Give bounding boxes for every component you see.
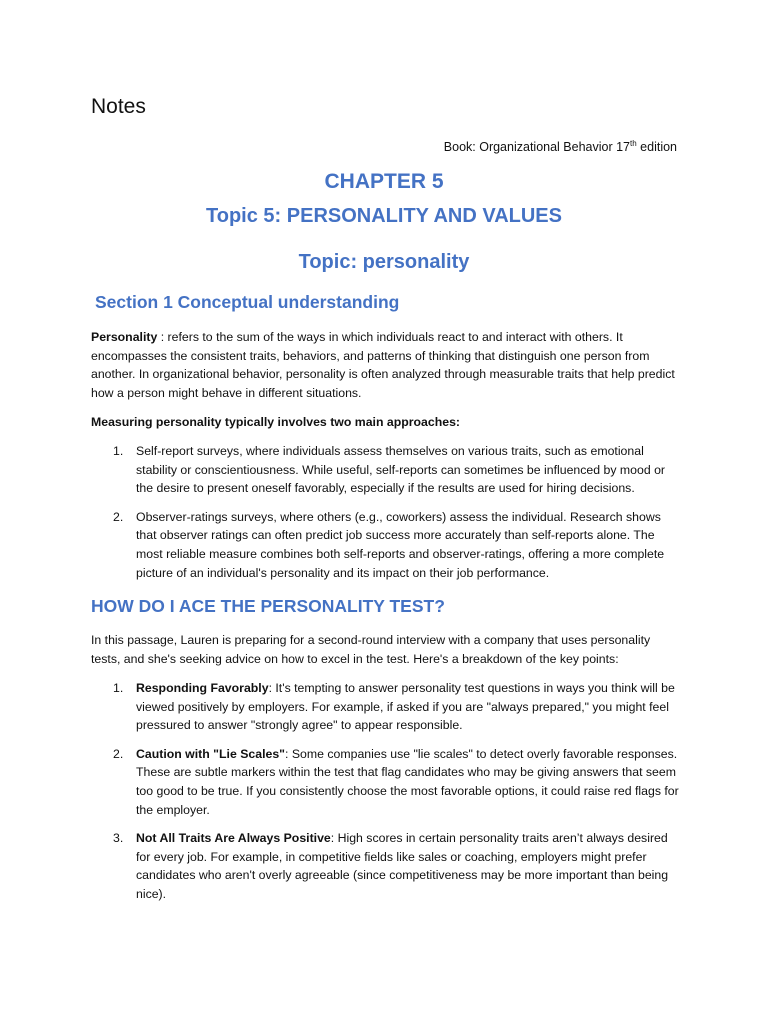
list-item bbox=[91, 442, 683, 498]
subtopic-heading: Topic: personality bbox=[298, 251, 470, 273]
list-item bbox=[91, 679, 683, 735]
book-reference-suffix: edition bbox=[636, 140, 677, 155]
book-reference bbox=[444, 139, 677, 154]
personality-term: Personality bbox=[91, 330, 158, 344]
list-item-text: Observer-ratings surveys, where others (e.g., coworkers) assess the individual. Research shows that observer ratings can often predict job success more accurately than self-reports alone. The most reliable measure combines both self-reports and observer-ratings, offering a more complete picture of an individual's personality and its impact on their job performance. bbox=[136, 509, 665, 580]
list-item bbox=[91, 829, 683, 903]
book-reference-prefix: Book: Organizational Behavior 17 bbox=[443, 140, 631, 155]
section-heading: Section 1 Conceptual understanding bbox=[95, 292, 400, 312]
list-item-term: Caution with "Lie Scales" bbox=[136, 746, 286, 761]
list-item-term: Not All Traits Are Always Positive bbox=[136, 831, 331, 846]
measuring-heading: Measuring personality typically involves two main approaches: bbox=[91, 415, 461, 429]
approaches-list bbox=[91, 442, 683, 592]
list-item-term: Responding Favorably bbox=[136, 681, 269, 695]
notes-title: Notes bbox=[91, 95, 146, 118]
key-points-list bbox=[91, 679, 683, 914]
personality-definition bbox=[91, 328, 681, 402]
list-number: 2. bbox=[113, 746, 124, 761]
list-number: 1. bbox=[113, 681, 124, 695]
list-item-text: : Some companies use "lie scales" to detect overly favorable responses. These are subtle markers within the test that flag candidates who may be giving answers that seem too good to be true. If you consistently choose the most favorable options, it could raise red flags for the employer. bbox=[136, 746, 679, 817]
list-number: 3. bbox=[113, 831, 124, 846]
list-item bbox=[91, 745, 683, 819]
ace-test-heading: HOW DO I ACE THE PERSONALITY TEST? bbox=[91, 596, 445, 616]
list-number: 2. bbox=[113, 509, 124, 524]
list-item-text: : High scores in certain personality traits aren’t always desired for every job. For example, in competitive fields like sales or coaching, employers might prefer candidates who aren't overly agreeable (since competitiveness may be more important than being nice). bbox=[136, 831, 669, 901]
chapter-heading: CHAPTER 5 bbox=[324, 170, 444, 193]
list-item-text: : It's tempting to answer personality test questions in ways you think will be viewed positively by employers. For example, if asked if you are "always prepared," you might feel pressured to answer "strongly agree" to appear responsible. bbox=[136, 681, 675, 733]
book-reference-superscript: th bbox=[630, 139, 637, 148]
ace-intro-paragraph: In this passage, Lauren is preparing for a second-round interview with a company that uses personality tests, and she's seeking advice on how to excel in the test. Here's a breakdown of the key points: bbox=[91, 633, 651, 666]
personality-definition-text: : refers to the sum of the ways in which individuals react to and interact with others. It encompasses the consistent traits, behaviors, and patterns of thinking that distinguish one person from another. In organizational behavior, personality is often analyzed through measurable traits that help predict how a person might behave in different situations. bbox=[91, 330, 675, 400]
list-number: 1. bbox=[113, 444, 124, 458]
topic-heading: Topic 5: PERSONALITY AND VALUES bbox=[206, 205, 562, 227]
list-item bbox=[91, 508, 683, 582]
list-item-text: Self-report surveys, where individuals assess themselves on various traits, such as emotional stability or conscientiousness. While useful, self-reports can sometimes be influenced by mood or the desire to present oneself favorably, especially if the results are used for hiring decisions. bbox=[136, 444, 666, 496]
